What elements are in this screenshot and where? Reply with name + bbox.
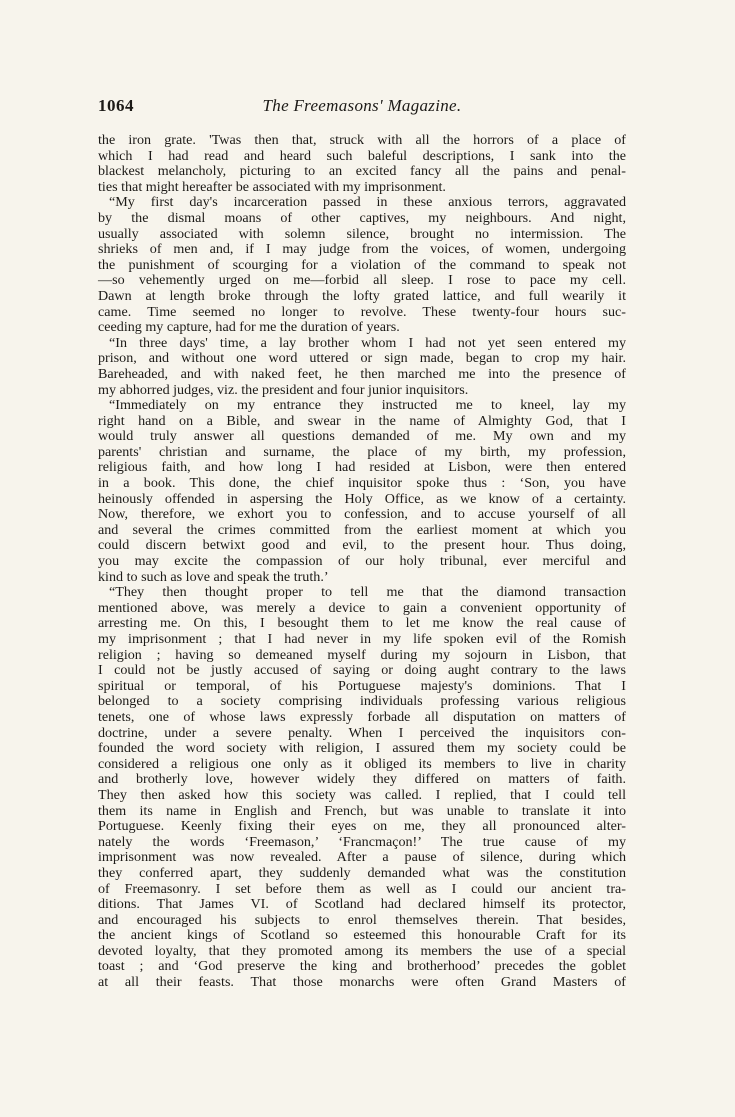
- text-line: founded the word society with religion, I assured them my society could be: [98, 740, 626, 757]
- text-line: of Freemasonry. I set before them as well as I could our ancient tra-: [98, 880, 626, 897]
- page-header: [98, 96, 626, 120]
- text-line: —so vehemently urged on me—forbid all sleep. I rose to pace my cell.: [98, 272, 626, 289]
- text-line: prison, and without one word uttered or sign made, began to crop my hair.: [98, 350, 626, 367]
- text-line: religion ; having so demeaned myself during my sojourn in Lisbon, that: [98, 646, 626, 663]
- text-line: Dawn at length broke through the lofty grated lattice, and full wearily it: [98, 287, 626, 304]
- text-line: ties that might hereafter be associated with my imprisonment.: [98, 178, 446, 195]
- article-body: [98, 133, 626, 991]
- text-line: devoted loyalty, that they promoted among its members the use of a special: [98, 942, 626, 959]
- text-line: the iron grate. 'Twas then that, struck with all the horrors of a place of: [98, 132, 626, 148]
- text-line: which I had read and heard such baleful descriptions, I sank into the: [98, 147, 626, 164]
- text-line: blackest melancholy, picturing to an excited fancy all the pains and penal-: [98, 163, 626, 180]
- text-line: kind to such as love and speak the truth.’: [98, 568, 329, 585]
- text-line: you may excite the compassion of our holy tribunal, ever merciful and: [98, 553, 626, 570]
- text-line: Now, therefore, we exhort you to confession, and to accuse yourself of all: [98, 506, 626, 523]
- text-line: arresting me. On this, I besought them to let me know the real cause of: [98, 615, 626, 632]
- text-line: toast ; and ‘God preserve the king and brotherhood’ precedes the goblet: [98, 958, 626, 975]
- text-line: shrieks of men and, if I may judge from the voices, of women, undergoing: [98, 241, 626, 258]
- text-line: ditions. That James VI. of Scotland had declared himself its protector,: [98, 896, 626, 913]
- text-line: could discern betwixt good and evil, to the present hour. Thus doing,: [98, 537, 626, 554]
- text-line: doctrine, under a severe penalty. When I perceived the inquisitors con-: [98, 724, 626, 741]
- text-line: Bareheaded, and with naked feet, he then marched me into the presence of: [98, 365, 626, 382]
- text-line: They then asked how this society was called. I replied, that I could tell: [98, 786, 626, 803]
- text-line: in a book. This done, the chief inquisitor spoke thus : ‘Son, you have: [98, 475, 626, 492]
- text-line: right hand on a Bible, and swear in the name of Almighty God, that I: [98, 412, 626, 429]
- running-title: The Freemasons' Magazine.: [262, 96, 462, 115]
- text-line: them its name in English and French, but was unable to translate it into: [98, 802, 626, 819]
- text-line: considered a religious one only as it obliged its members to live in charity: [98, 755, 626, 772]
- text-line: usually associated with solemn silence, brought no intermission. The: [98, 225, 626, 242]
- text-line: would truly answer all questions demanded of me. My own and my: [98, 428, 626, 445]
- text-line: belonged to a society comprising individuals professing various religious: [98, 693, 626, 710]
- text-line: and several the crimes committed from the earliest moment at which you: [98, 521, 626, 538]
- text-line: they conferred apart, they suddenly demanded what was the constitution: [98, 864, 626, 881]
- text-line: and brotherly love, however widely they differed on matters of faith.: [98, 771, 626, 788]
- text-line: mentioned above, was merely a device to gain a convenient opportunity of: [98, 599, 626, 616]
- text-line: my abhorred judges, viz. the president and four junior inquisitors.: [98, 381, 469, 398]
- text-line: “Immediately on my entrance they instructed me to kneel, lay my: [109, 397, 626, 414]
- text-line: at all their feasts. That those monarchs were often Grand Masters of: [98, 974, 626, 991]
- text-line: the punishment of scourging for a violation of the command to speak not: [98, 256, 626, 273]
- text-line: came. Time seemed no longer to revolve. These twenty-four hours suc-: [98, 303, 626, 320]
- text-line: ceeding my capture, had for me the duration of years.: [98, 319, 400, 336]
- page-number: 1064: [98, 96, 134, 115]
- text-line: heinously offended in aspersing the Holy Office, as we know of a certainty.: [98, 490, 626, 507]
- text-line: nately the words ‘Freemason,’ ‘Francmaçon!’ The true cause of my: [98, 833, 626, 850]
- text-line: “They then thought proper to tell me that the diamond transaction: [109, 584, 626, 601]
- text-line: “In three days' time, a lay brother whom I had not yet seen entered my: [109, 334, 626, 351]
- text-line: religious faith, and how long I had resided at Lisbon, were then entered: [98, 459, 626, 476]
- text-line: by the dismal moans of other captives, my neighbours. And night,: [98, 209, 626, 226]
- text-line: tenets, one of whose laws expressly forbade all disputation on matters of: [98, 708, 626, 725]
- text-line: spiritual or temporal, of his Portuguese majesty's dominions. That I: [98, 677, 626, 694]
- text-line: my imprisonment ; that I had never in my life spoken evil of the Romish: [98, 631, 626, 647]
- text-line: the ancient kings of Scotland so esteemed this honourable Craft for its: [98, 927, 626, 944]
- text-line: imprisonment was now revealed. After a pause of silence, during which: [98, 849, 626, 866]
- text-line: I could not be justly accused of saying or doing aught contrary to the laws: [98, 662, 626, 679]
- text-line: “My first day's incarceration passed in these anxious terrors, aggravated: [109, 194, 626, 211]
- text-line: and encouraged his subjects to enrol themselves therein. That besides,: [98, 911, 626, 928]
- text-line: parents' christian and surname, the place of my birth, my profession,: [98, 443, 626, 460]
- text-line: Portuguese. Keenly fixing their eyes on me, they all pronounced alter-: [98, 818, 626, 835]
